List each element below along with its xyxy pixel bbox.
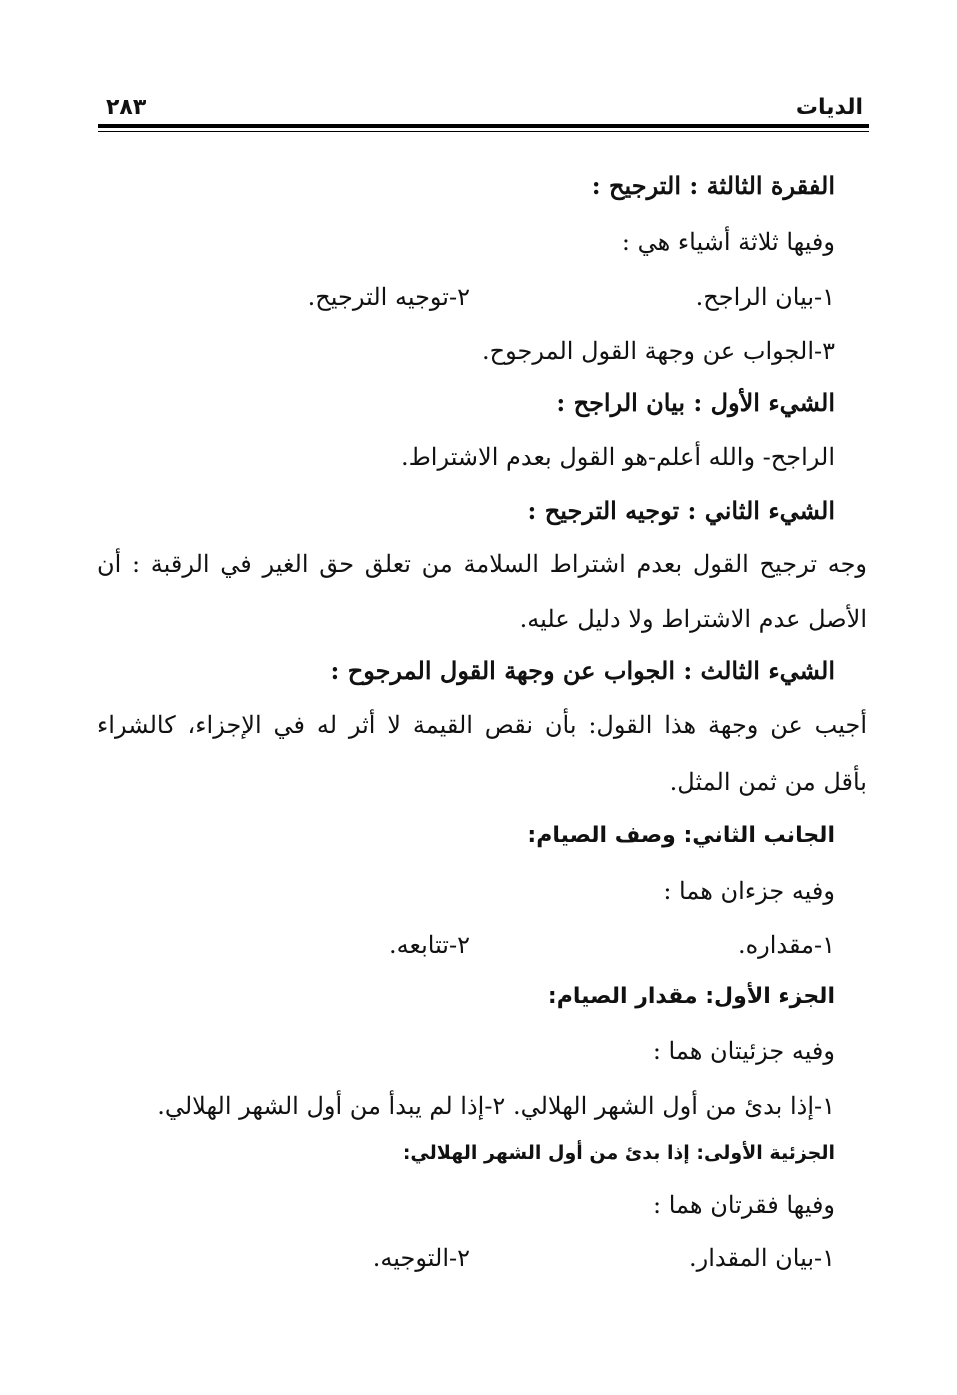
thing1-text: الراجح- والله أعلم-هو القول بعدم الاشتراط. [400, 443, 835, 471]
para3-list-item-3: ٣-الجواب عن وجهة القول المرجوح. [481, 337, 835, 365]
thing3-text-line1: أجيب عن وجهة هذا القول: بأن نقص القيمة لا أثر له في الإجزاء، كالشراء [97, 711, 867, 739]
thing2-heading: الشيء الثاني : توجيه الترجيح : [527, 496, 835, 525]
page-number: ٢٨٣ [106, 95, 147, 120]
sub1-intro: وفيها فقرتان هما : [653, 1191, 835, 1219]
thing3-text-line2: بأقل من ثمن المثل. [669, 768, 867, 796]
side2-heading: الجانب الثاني: وصف الصيام: [527, 823, 835, 848]
sub1-list-item-2: ٢-التوجيه. [372, 1244, 470, 1272]
chapter-title: الديات [795, 95, 863, 120]
header-rule-thin [98, 131, 869, 132]
side2-intro: وفيه جزءان هما : [663, 877, 835, 905]
para3-heading: الفقرة الثالثة : الترجيح : [591, 171, 835, 200]
part1-intro: وفيه جزئيتان هما : [652, 1037, 835, 1065]
thing3-heading: الشيء الثالث : الجواب عن وجهة القول المرجوح : [330, 656, 835, 685]
side2-list-item-2: ٢-تتابعه. [389, 931, 470, 959]
thing2-text-line1: وجه ترجيح القول بعدم اشتراط السلامة من تعلق حق الغير في الرقبة : أن [97, 550, 867, 578]
para3-list-item-2: ٢-توجيه الترجيح. [307, 283, 470, 311]
side2-list-item-1: ١-مقداره. [737, 931, 835, 959]
para3-list-item-1: ١-بيان الراجح. [695, 283, 835, 311]
thing2-text-line2: الأصل عدم الاشتراط ولا دليل عليه. [519, 605, 867, 633]
para3-intro: وفيها ثلاثة أشياء هي : [621, 228, 835, 256]
part1-heading: الجزء الأول: مقدار الصيام: [547, 984, 835, 1009]
running-header [98, 92, 869, 124]
thing1-heading: الشيء الأول : بيان الراجح : [556, 388, 835, 417]
part1-list: ١-إذا بدئ من أول الشهر الهلالي. ٢-إذا لم يبدأ من أول الشهر الهلالي. [157, 1092, 835, 1120]
sub1-heading: الجزئية الأولى: إذا بدئ من أول الشهر الهلالي: [402, 1142, 835, 1164]
header-rule-thick [98, 124, 869, 128]
sub1-list-item-1: ١-بيان المقدار. [689, 1244, 835, 1272]
